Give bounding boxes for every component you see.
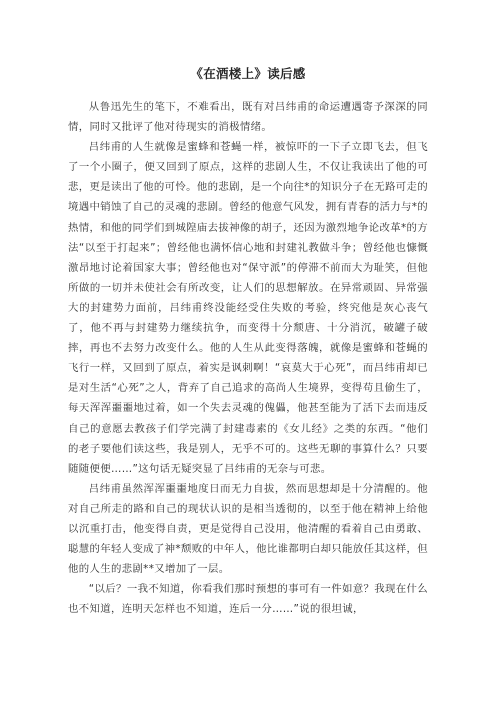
document-title: 《在酒楼上》读后感 <box>190 66 306 81</box>
paragraph-1: 从鲁迅先生的笔下，不难看出，既有对吕纬甫的命运遭遇寄予深深的同情，同时又批评了他对待现实的消极情绪。 <box>68 101 428 134</box>
paragraph-3: 吕纬甫虽然浑浑噩噩地度日而无力自拔，然而思想却是十分清醒的。他对自己所走的路和自己的现状认识的是相当透彻的，以至于他在精神上给他以沉重打击，他变得自责，更是觉得自己没用，他清醒的看着自己由勇敢、聪慧的年轻人变成了神*颓败的中年人，他比谁都明白却只能放任其这样，但他的人生的悲剧**又增加了一层。 <box>68 482 428 576</box>
paragraph-2: 吕纬甫的人生就像是蜜蜂和苍蝇一样，被惊吓的一下子立即飞去，但飞了一个小圈子，便又回到了原点，这样的悲剧人生，不仅让我读出了他的可悲，更是读出了他的可怜。他的悲剧，是一个向往*的知识分子在无路可走的境遇中销蚀了自己的灵魂的悲剧。曾经的他意气风发，拥有青春的活力与*的热情，和他的同学们到城隍庙去拔神像的胡子，还因为激烈地争论改革*的方法“以至于打起来”；曾经他也满怀信心地和封建礼教做斗争；曾经他也慷慨激昂地讨论着国家大事；曾经他也对“保守派”的停滞不前而大为耻笑，但他所做的一切并未使社会有所改变，让人们的思想解放。在异常顽固、异常强大的封建势力面前，吕纬甫终没能经受住失败的考验，终究他是灰心丧气了，他不再与封建势力继续抗争，而变得十分颓唐、十分消沉，破罐子破摔，再也不去努力改变什么。他的人生从此变得落魄，就像是蜜蜂和苍蝇的飞行一样，又回到了原点，着实是讽刺啊！“哀莫大于心死”，而吕纬甫却已是对生活“心死”之人，背弃了自己追求的高尚人生境界，变得苟且偷生了，每天浑浑噩噩地过着，如一个失去灵魂的傀儡，他甚至能为了活下去而违反自己的意愿去教孩子们学完满了封建毒素的《女儿经》之类的东西。“他们的老子要他们读这些，我是别人，无乎不可的。这些无聊的事算什么？只要随随便便……”这句话无疑突显了吕纬甫的无奈与可悲。 <box>68 141 428 475</box>
paragraph-4: “以后？一我不知道，你看我们那时预想的事可有一件如意？我现在什么也不知道，连明天怎样也不知道，连后一分……”说的很坦诚， <box>68 583 428 616</box>
